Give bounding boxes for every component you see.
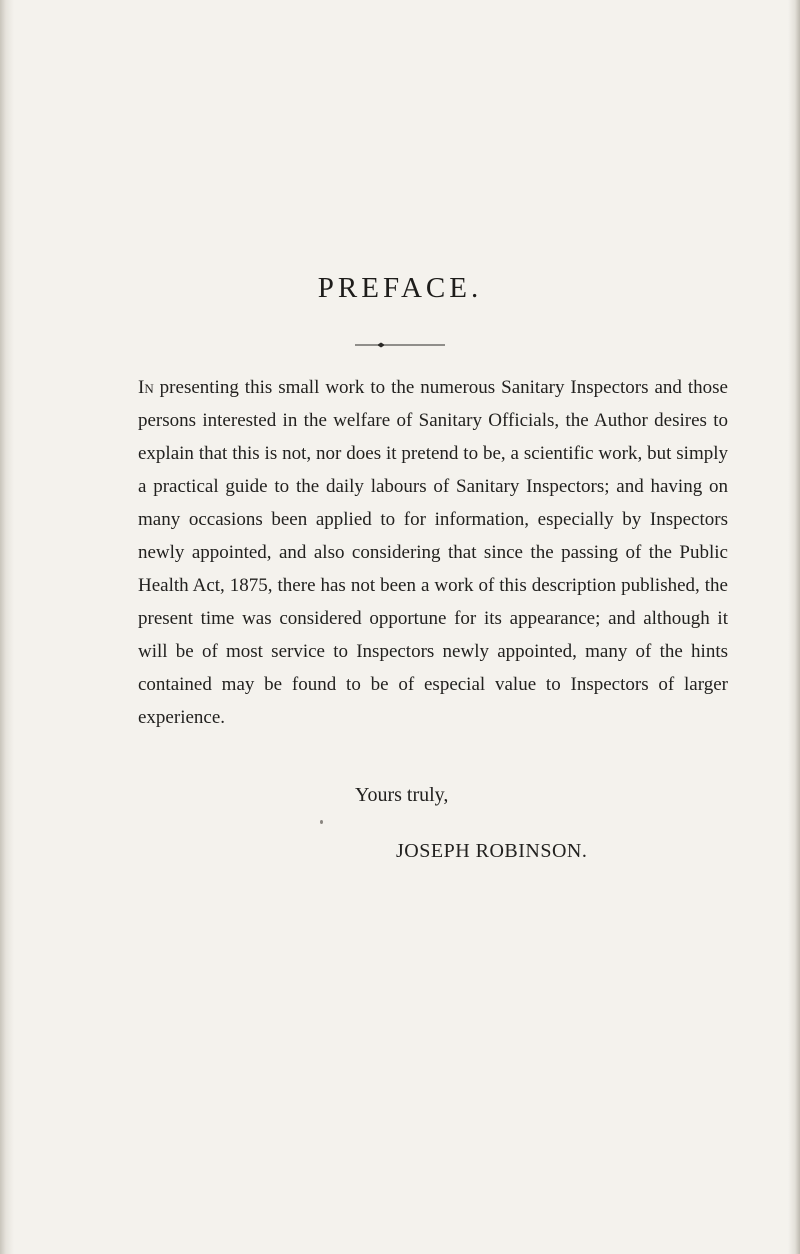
- page-title: PREFACE.: [317, 272, 483, 304]
- preface-lead-word: In: [138, 377, 154, 398]
- closing-salutation: Yours truly,: [355, 784, 449, 806]
- paper-speck: [320, 820, 323, 824]
- page-left-edge-shadow: [0, 0, 14, 1254]
- rule-with-diamond-ornament-icon: [355, 341, 445, 349]
- preface-text: presenting this small work to the numerous Sanitary Inspectors and those persons interested in the welfare of Sanitary Officials, the Author desires to explain that this is not, nor does it pretend to be, a scientific work, but simply a practical guide to the daily labours of Sanitary Inspectors; and having on many occasions been applied to for information, especially by Inspectors newly appointed, and also considering that since the passing of the Public Health Act, 1875, there has not been a work of this description published, the present time was considered opportune for its appearance; and although it will be of most service to Inspectors newly appointed, many of the hints contained may be found to be of especial value to Inspectors of larger experience.: [138, 377, 728, 728]
- page-right-edge-shadow: [788, 0, 800, 1254]
- author-signature: JOSEPH ROBINSON.: [396, 840, 588, 862]
- preface-paragraph: [138, 371, 728, 734]
